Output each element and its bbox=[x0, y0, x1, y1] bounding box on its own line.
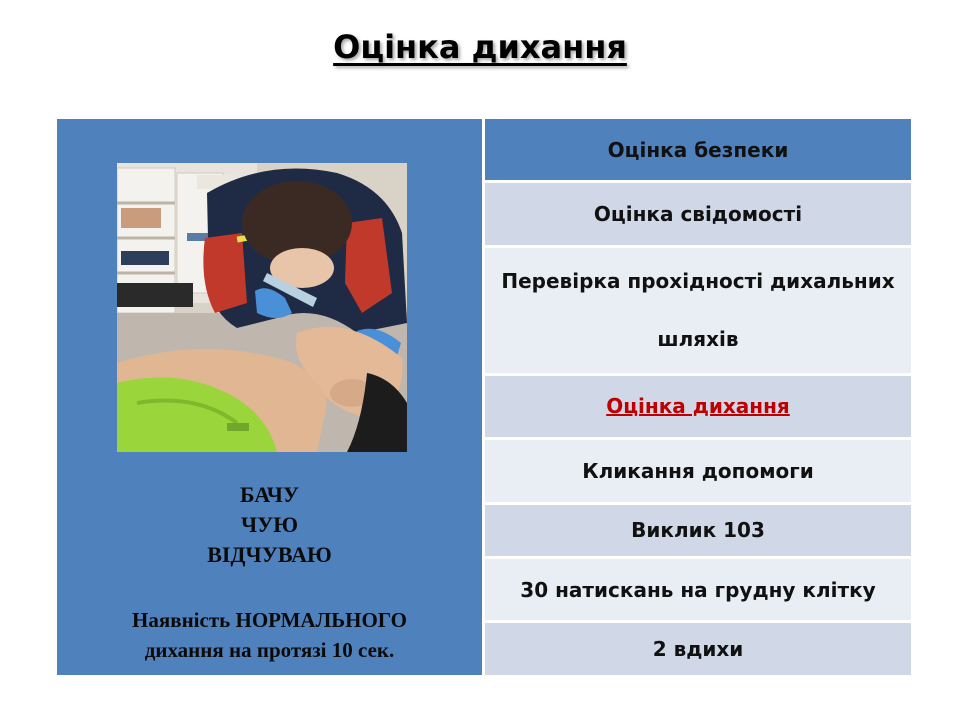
step-label: Кликання допомоги bbox=[582, 458, 814, 483]
breathing-note bbox=[57, 605, 482, 665]
step-label: Оцінка свідомості bbox=[593, 202, 803, 227]
step-row bbox=[485, 183, 911, 244]
cpr-training-photo bbox=[117, 163, 407, 452]
step-label: Перевірка прохідності дихальних шляхів bbox=[501, 269, 895, 352]
step-row bbox=[485, 559, 911, 620]
breathing-note-line-2: дихання на протязі 10 сек. bbox=[144, 638, 395, 662]
action-feel: ВІДЧУВАЮ bbox=[207, 542, 332, 567]
step-label: Оцінка безпеки bbox=[607, 137, 789, 162]
breathing-note-line-1: Наявність НОРМАЛЬНОГО bbox=[132, 608, 407, 632]
steps-table bbox=[485, 119, 911, 675]
slide-title: Оцінка дихання bbox=[333, 28, 627, 66]
step-row bbox=[485, 623, 911, 675]
action-see: БАЧУ bbox=[239, 482, 300, 507]
step-label-current: Оцінка дихання bbox=[606, 394, 790, 419]
step-row bbox=[485, 119, 911, 180]
step-label: Виклик 103 bbox=[631, 518, 765, 543]
step-row bbox=[485, 440, 911, 501]
step-row bbox=[485, 505, 911, 557]
step-label: 30 натискань на грудну клітку bbox=[520, 577, 876, 602]
left-panel bbox=[57, 119, 482, 675]
action-hear: ЧУЮ bbox=[240, 512, 299, 537]
assessment-actions bbox=[57, 480, 482, 570]
step-row bbox=[485, 248, 911, 373]
step-label: 2 вдихи bbox=[652, 637, 744, 662]
step-row-current bbox=[485, 376, 911, 437]
